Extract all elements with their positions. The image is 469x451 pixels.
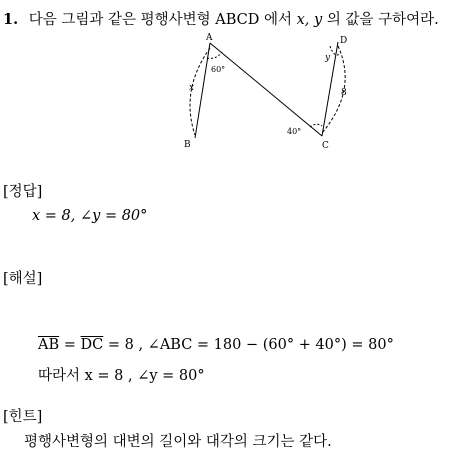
explanation-label: [해설]	[3, 271, 43, 287]
angle-c-arc	[310, 124, 322, 127]
vertex-b-label: B	[184, 140, 191, 150]
segment-dc: $\overline{DC}$	[80, 337, 104, 353]
side-ab-label: x	[189, 83, 195, 93]
angle-a-label: 60°	[211, 65, 226, 74]
explanation-equation-rest: = 8 , ∠ABC = 180 − (60° + 40°) = 80°	[103, 337, 394, 353]
angle-d-label: y	[325, 53, 331, 63]
answer-value: x = 8, ∠y = 80°	[32, 208, 148, 224]
side-cd-label: 8	[341, 88, 347, 98]
problem-number: 1.	[3, 11, 19, 28]
explanation-line-2: 따라서 x = 8 , ∠y = 80°	[38, 368, 205, 384]
explanation-line-1	[38, 337, 394, 353]
problem-text-before: 다음 그림과 같은 평행사변형 ABCD 에서	[28, 12, 293, 28]
hint-label: [힌트]	[3, 409, 43, 425]
vertex-c-label: C	[322, 141, 329, 151]
equals-sign: =	[59, 337, 81, 353]
angle-c-label: 40°	[287, 127, 302, 136]
answer-label: [정답]	[3, 184, 43, 200]
segment-ab: $\overline{AB}$	[38, 337, 60, 353]
hint-text: 평행사변형의 대변의 길이와 대각의 크기는 같다.	[24, 434, 332, 450]
angle-a-arc	[207, 52, 222, 58]
problem-variables: x, y	[296, 12, 323, 28]
side-ab	[195, 43, 210, 138]
side-ac	[210, 43, 322, 136]
problem-text-after: 의 값을 구하여라.	[326, 12, 439, 28]
vertex-d-label: D	[340, 36, 348, 46]
vertex-a-label: A	[206, 33, 213, 43]
